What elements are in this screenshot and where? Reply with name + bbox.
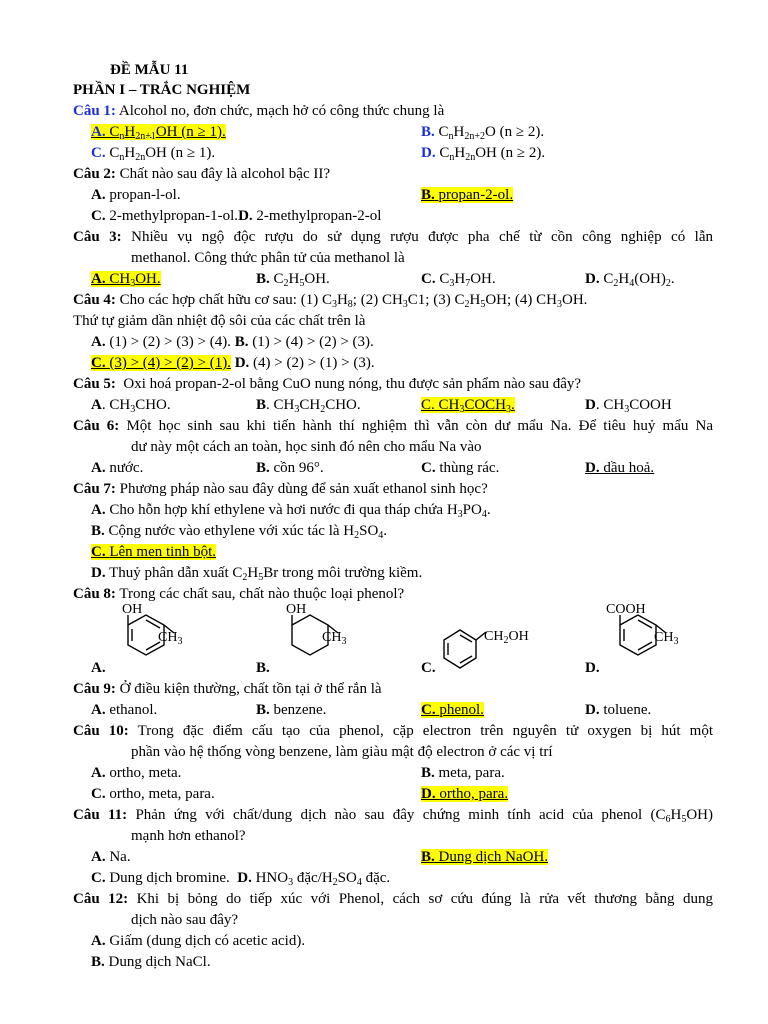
q7-option-c: C. Lên men tinh bột. — [91, 544, 216, 560]
question-11: Câu 11: Phản ứng với chất/dung dịch nào sau đây chứng minh tính acid của phenol $(C_6H_5OH)$ — [73, 807, 714, 825]
q10-option-d: D. ortho, para. — [421, 786, 509, 802]
q12-option-a: A. Giấm (dung dịch có acetic acid). — [91, 933, 306, 949]
q8-structure-b — [272, 603, 352, 673]
q2-option-b: B. propan-2-ol. — [421, 187, 514, 203]
question-4: Câu 4: Cho các hợp chất hữu cơ sau: (1) $C_3H_8$; (2) $CH_3C1$; (3) $C_2H_5OH$; (4) $CH_3OH$. — [73, 292, 588, 310]
q3-option-d: D. $C_2H_4(OH)_2$. — [585, 271, 675, 289]
q1-option-a: A. $C_nH_{2n+1}OH$ (n ≥ 1). — [91, 124, 226, 142]
q1-option-c: C. $C_nH_{2n}OH$ (n ≥ 1). — [91, 145, 216, 163]
q9-option-b: B. benzene. — [256, 702, 327, 718]
q12-option-b: B. Dung dịch NaCl. — [91, 954, 211, 970]
question-5: Câu 5: Oxi hoá propan-2-ol bằng CuO nung nóng, thu được sản phẩm nào sau đây? — [73, 376, 582, 392]
q7-option-d: D. Thuỷ phân dẫn xuất $C_2H_5Br$ trong môi trường kiềm. — [91, 565, 423, 583]
q10-option-b: B. meta, para. — [421, 765, 505, 781]
q8-option-c-label: C. — [421, 660, 436, 676]
q8-structure-d — [600, 603, 690, 673]
question-10: Câu 10: Trong đặc điểm cấu tạo của phenol, cặp electron trên nguyên tử oxygen bị hút một — [73, 723, 713, 739]
q5-option-d: D. $CH_3COOH$ — [585, 397, 672, 415]
q7-option-b: B. Cộng nước vào ethylene với xúc tác là $H_2SO_4$. — [91, 523, 388, 541]
q11-option-b: B. Dung dịch NaOH. — [421, 849, 549, 865]
q2-option-a: A. propan-l-ol. — [91, 187, 181, 203]
q8-structure-a — [108, 603, 188, 673]
q8-option-a-label: A. — [91, 660, 106, 676]
svg-text:CH3: $CH_3$ — [654, 630, 679, 647]
q6-option-c: C. thùng rác. — [421, 460, 500, 476]
q8-option-d-label: D. — [585, 660, 600, 676]
question-1: Câu 1: Alcohol no, đơn chức, mạch hở có công thức chung là — [73, 103, 445, 119]
question-6: Câu 6: Một học sinh sau khi tiến hành thí nghiệm thì vẫn còn dư mẩu Na. Để tiêu huỷ mẩu Na — [73, 418, 714, 434]
q6-option-a: A. nước. — [91, 460, 144, 476]
question-3-cont: methanol. Công thức phân tử của methanol là — [131, 250, 405, 266]
svg-text:CH3: $CH_3$ — [158, 630, 183, 647]
question-8: Câu 8: Trong các chất sau, chất nào thuộc loại phenol? — [73, 586, 405, 602]
question-7: Câu 7: Phương pháp nào sau đây dùng để sản xuất ethanol sinh học? — [73, 481, 488, 497]
q10-option-c: C. ortho, meta, para. — [91, 786, 215, 802]
q2-option-c-d: C. 2-methylpropan-1-ol.D. 2-methylpropan-2-ol — [91, 208, 382, 224]
question-6-cont: dư này một cách an toàn, học sinh đó nên cho mẩu Na vào — [131, 439, 482, 455]
q1-option-b: B. $C_nH_{2n+2}O$ (n ≥ 2). — [421, 124, 545, 142]
question-12: Câu 12: Khi bị bỏng do tiếp xúc với Phenol, cách sơ cứu đúng là rửa vết thương bằng dung — [73, 891, 714, 907]
question-9: Câu 9: Ở điều kiện thường, chất tồn tại ở thể rắn là — [73, 681, 382, 697]
exam-title: ĐỀ MẪU 11 — [110, 62, 189, 78]
q6-option-b: B. cồn 96°. — [256, 460, 324, 476]
question-2: Câu 2: Chất nào sau đây là alcohol bậc II? — [73, 166, 331, 182]
q5-option-c: C. $CH_3COCH_3$. — [421, 397, 515, 415]
question-11-cont: mạnh hơn ethanol? — [131, 828, 246, 844]
q8-structure-c — [436, 610, 546, 670]
q6-option-d: D. dầu hoả. — [585, 460, 655, 476]
q9-option-a: A. ethanol. — [91, 702, 158, 718]
q3-option-c: C. $C_3H_7OH$. — [421, 271, 496, 289]
q5-option-a: A. $CH_3CHO$. — [91, 397, 171, 415]
q5-option-b: B. $CH_3CH_2CHO$. — [256, 397, 361, 415]
q1-option-d: D. $C_nH_{2n}OH$ (n ≥ 2). — [421, 145, 546, 163]
q9-option-d: D. toluene. — [585, 702, 652, 718]
q4-option-a-b: A. (1) > (2) > (3) > (4). B. (1) > (4) > (2) > (3). — [91, 334, 374, 350]
q4-option-c-d: C. (3) > (4) > (2) > (1). D. (4) > (2) > (1) > (3). — [91, 355, 375, 371]
q8-option-b-label: B. — [256, 660, 270, 676]
q11-option-c-d: C. Dung dịch bromine. D. $HNO_3$ đặc/$H_2SO_4$ đặc. — [91, 870, 391, 888]
question-12-cont: dịch nào sau đây? — [131, 912, 239, 928]
q10-option-a: A. ortho, meta. — [91, 765, 182, 781]
q7-option-a: A. Cho hỗn hợp khí ethylene và hơi nước đi qua tháp chứa $H_3PO_4$. — [91, 502, 491, 520]
q3-option-b: B. $C_2H_5OH$. — [256, 271, 330, 289]
svg-text:CH2OH: $CH_2OH$ — [484, 629, 529, 646]
question-3: Câu 3: Nhiều vụ ngộ độc rượu do sử dụng rượu được pha chế từ cồn công nghiệp có lẫn — [73, 229, 714, 245]
svg-text:OH: OH — [286, 602, 307, 617]
svg-text:CH3: $CH_3$ — [322, 630, 347, 647]
q3-option-a: A. $CH_3OH$. — [91, 271, 161, 289]
q9-option-c: C. phenol. — [421, 702, 484, 718]
question-4-cont: Thứ tự giảm dần nhiệt độ sôi của các chất trên là — [73, 313, 366, 329]
q11-option-a: A. Na. — [91, 849, 131, 865]
svg-text:OH: OH — [122, 602, 143, 617]
section-title: PHẦN I – TRẮC NGHIỆM — [73, 82, 251, 98]
svg-text:COOH: COOH — [606, 602, 646, 617]
question-10-cont: phần vào hệ thống vòng benzene, làm giàu mật độ electron ở các vị trí — [131, 744, 553, 760]
